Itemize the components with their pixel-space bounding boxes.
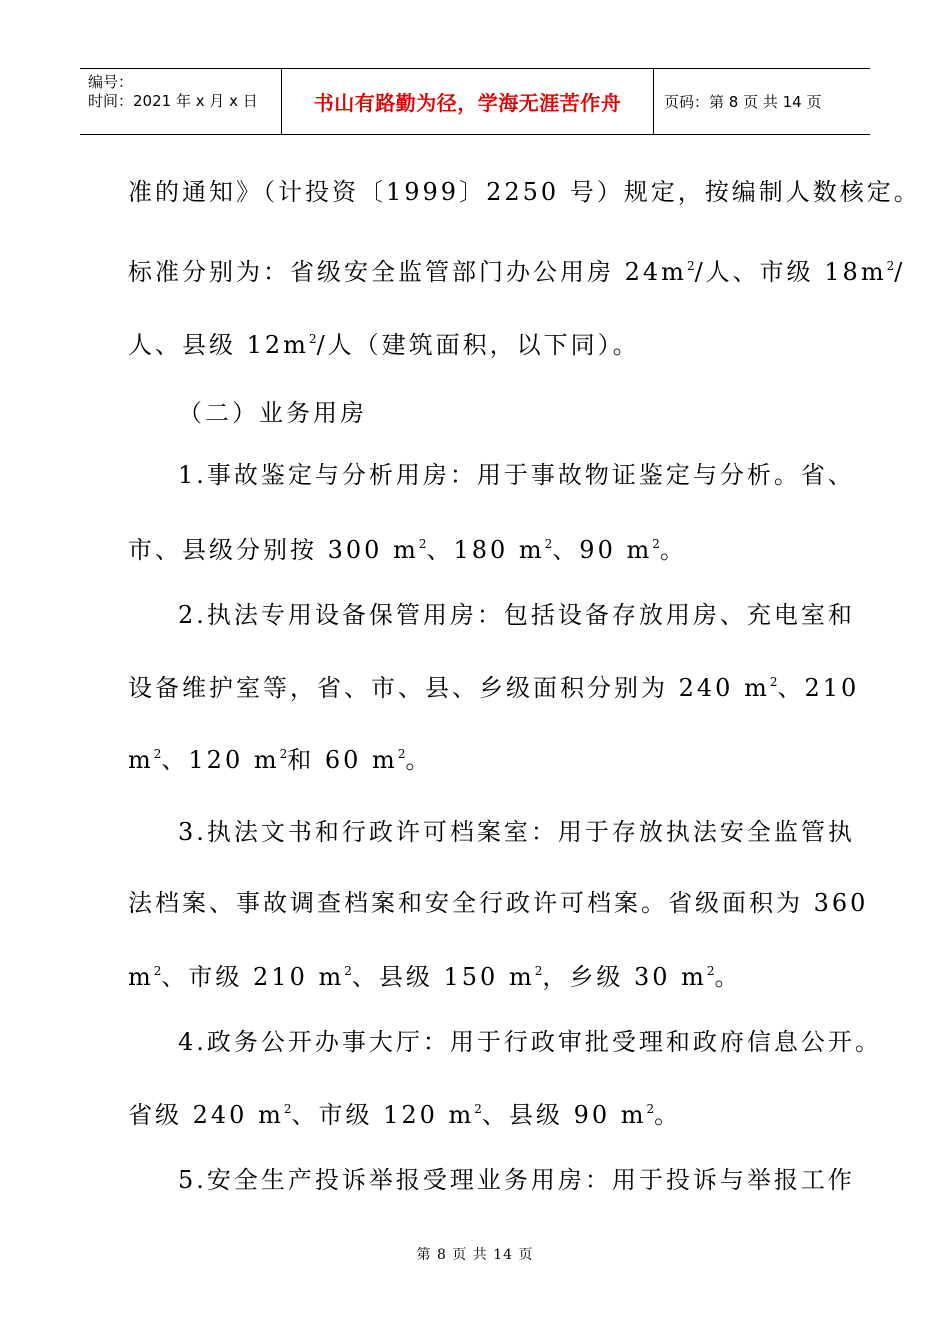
paragraph-line: 市、县级分别按 300 $m^2$、180 $m^2$、90 $m^2$。 bbox=[128, 536, 687, 564]
header-motto: 书山有路勤为径，学海无涯苦作舟 bbox=[313, 91, 622, 115]
paragraph-line: 设备维护室等，省、市、县、乡级面积分别为 240 $m^2$、210 bbox=[128, 674, 860, 702]
section-heading: （二）业务用房 bbox=[178, 399, 367, 427]
header-motto-cell bbox=[282, 69, 654, 134]
header-meta bbox=[80, 69, 282, 134]
paragraph-line: 省级 240 $m^2$、市级 120 $m^2$、县级 90 $m^2$。 bbox=[128, 1101, 682, 1129]
page-footer: 第 8 页 共 14 页 bbox=[416, 1247, 534, 1263]
paragraph-line: 4.政务公开办事大厅：用于行政审批受理和政府信息公开。 bbox=[178, 1028, 882, 1056]
paragraph-line: 标准分别为：省级安全监管部门办公用房 $24m^2/$人、市级 $18m^2/$ bbox=[128, 258, 906, 286]
header-page-info: 页码：第 8 页 共 14 页 bbox=[664, 93, 822, 111]
paragraph-line: $m^2$、市级 210 $m^2$、县级 150 $m^2$，乡级 30 $m^2$。 bbox=[128, 963, 742, 991]
header-page-info-cell bbox=[654, 69, 870, 134]
page-header bbox=[80, 68, 870, 135]
paragraph-line: 法档案、事故调查档案和安全行政许可档案。省级面积为 360 bbox=[128, 889, 869, 917]
time-label: 时间：2021 年 x 月 x 日 bbox=[88, 92, 258, 110]
number-label: 编号： bbox=[88, 73, 134, 91]
paragraph-line: 3.执法文书和行政许可档案室：用于存放执法安全监管执 bbox=[178, 818, 855, 846]
paragraph-line: 准的通知》（计投资〔1999〕2250 号）规定，按编制人数核定。 bbox=[128, 178, 921, 206]
paragraph-line: 人、县级 $12m^2/$人（建筑面积，以下同）。 bbox=[128, 331, 640, 359]
paragraph-line: 1.事故鉴定与分析用房：用于事故物证鉴定与分析。省、 bbox=[178, 461, 855, 489]
paragraph-line: $m^2$、120 $m^2$和 60 $m^2$。 bbox=[128, 746, 433, 774]
paragraph-line: 5.安全生产投诉举报受理业务用房：用于投诉与举报工作 bbox=[178, 1166, 855, 1194]
paragraph-line: 2.执法专用设备保管用房：包括设备存放用房、充电室和 bbox=[178, 601, 855, 629]
